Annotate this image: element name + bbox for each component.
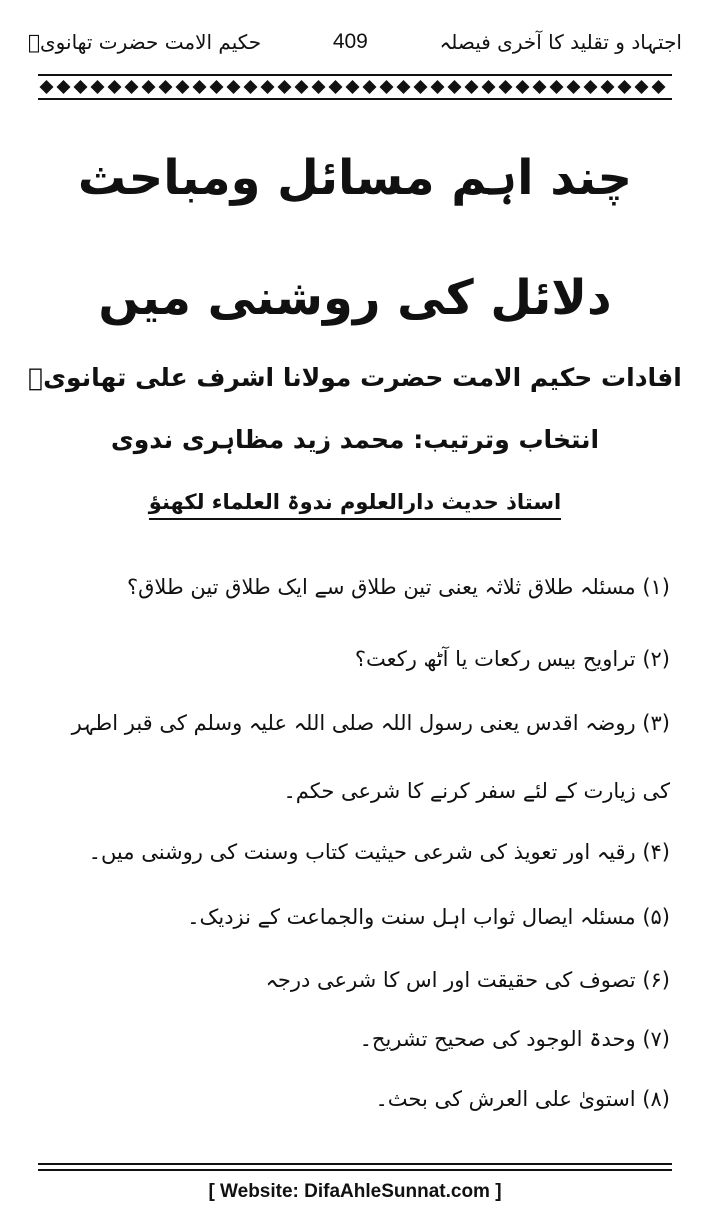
page-number: 409 [332,30,368,53]
website-footer: [ Website: DifaAhleSunnat.com ] [208,1181,502,1202]
compiler-line: انتخاب وترتیب: محمد زید مظاہری ندوی [110,425,600,454]
divider-line-bottom [38,98,672,100]
ornament-diamond [210,80,224,94]
divider-line-top [38,74,672,76]
ornament-diamond [125,80,139,94]
ornament-diamond [329,80,343,94]
ornament-diamond [618,80,632,94]
topic-item: (۱) مسئلہ طلاق ثلاثہ یعنی تین طلاق سے ایک طلاق تین طلاق؟ [126,575,670,599]
topic-item: (۴) رقیہ اور تعویذ کی شرعی حیثیت کتاب وسنت کی روشنی میں۔ [88,840,670,864]
ornament-diamond [91,80,105,94]
compiler-designation-text: استاذ حدیث دارالعلوم ندوۃ العلماء لکھنؤ [149,490,561,520]
compiler-designation [0,490,710,520]
ornament-diamond [108,80,122,94]
ornament-diamond [584,80,598,94]
ornament-diamond [533,80,547,94]
ornament-diamond [227,80,241,94]
book-title: اجتہاد و تقلید کا آخری فیصلہ [439,30,682,54]
ornament-diamond [346,80,360,94]
topic-item: (۲) تراویح بیس رکعات یا آٹھ رکعت؟ [354,647,670,671]
ornament-diamond [159,80,173,94]
ornament-diamond [414,80,428,94]
ornament-diamond [142,80,156,94]
ifadat-line: افادات حکیم الامت حضرت مولانا اشرف علی تھانویؒ [28,363,682,392]
footer-rule-line [38,1169,672,1171]
ornament-diamond [567,80,581,94]
topic-item: (۶) تصوف کی حقیقت اور اس کا شرعی درجہ [265,968,670,992]
ornament-diamond [516,80,530,94]
ornament-diamond [278,80,292,94]
ornament-diamond [57,80,71,94]
ornament-diamond [261,80,275,94]
running-author: حکیم الامت حضرت تھانویؒ [28,30,262,54]
footer-rule-line [38,1163,672,1165]
ornament-diamond [295,80,309,94]
ornament-diamond [312,80,326,94]
topic-item: (۸) استویٰ علی العرش کی بحث۔ [375,1087,670,1111]
ornament-diamond [635,80,649,94]
ornament-diamond [652,80,666,94]
ornament-diamond [550,80,564,94]
ornament-diamond [448,80,462,94]
ornament-diamond [499,80,513,94]
main-title-line-2: دلائل کی روشنی میں [98,270,612,326]
ornament-diamond [40,80,54,94]
main-title-line-1: چند اہم مسائل ومباحث [77,150,633,206]
ornament-diamond [176,80,190,94]
ornament-diamond [465,80,479,94]
ornament-diamond [482,80,496,94]
topic-item: (۳) روضہ اقدس یعنی رسول اللہ صلی اللہ علیہ وسلم کی قبر اطہر کی زیارت کے لئے سفر کرنے کا شرعی حکم۔ [71,711,670,803]
ornament-diamond [244,80,258,94]
ornament-diamond [601,80,615,94]
topic-item: (۷) وحدۃ الوجود کی صحیح تشریح۔ [359,1027,670,1051]
diamond-chain-ornament [38,77,672,97]
ornament-diamond [397,80,411,94]
ornament-diamond [380,80,394,94]
ornamental-divider [38,72,672,102]
footer-rule [38,1163,672,1171]
ornament-diamond [363,80,377,94]
page-header [28,22,682,62]
topic-item: (۵) مسئلہ ایصال ثواب اہل سنت والجماعت کے نزدیک۔ [187,905,670,929]
ornament-diamond [74,80,88,94]
ornament-diamond [431,80,445,94]
ornament-diamond [193,80,207,94]
